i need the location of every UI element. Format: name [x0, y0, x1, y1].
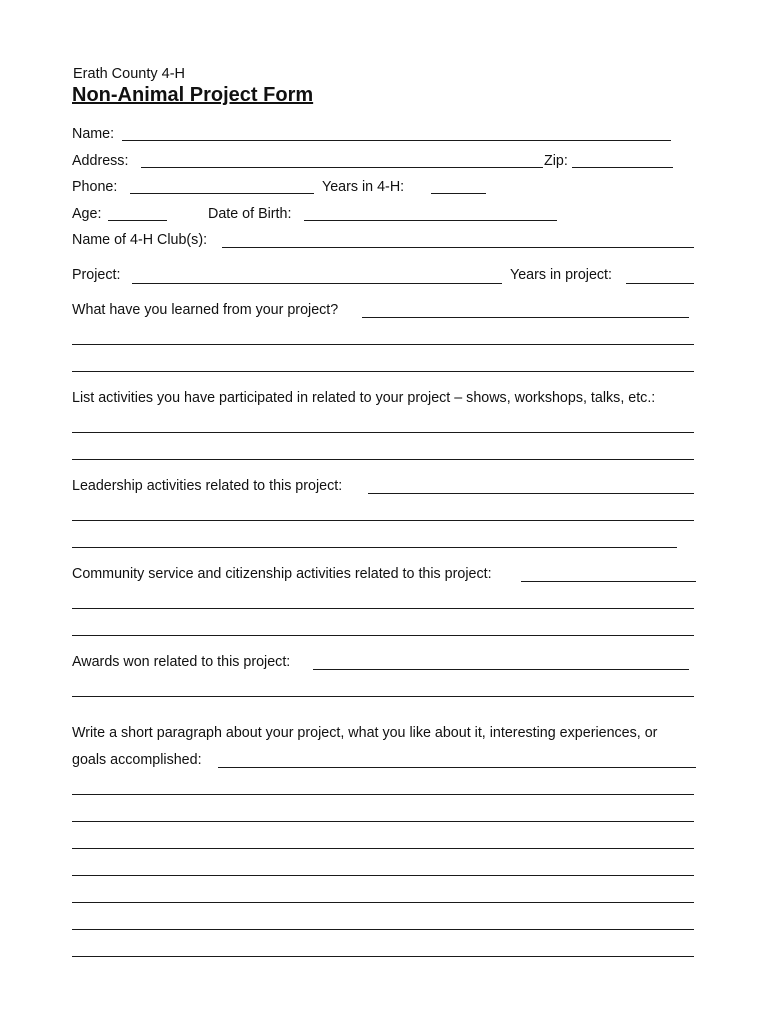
answer-line[interactable]: [72, 875, 694, 876]
answer-line[interactable]: [72, 929, 694, 930]
answer-line[interactable]: [72, 696, 694, 697]
answer-line[interactable]: [72, 821, 694, 822]
dob-label: Date of Birth:: [208, 206, 292, 222]
answer-line[interactable]: [72, 848, 694, 849]
awards-question: Awards won related to this project:: [72, 654, 291, 670]
years-in-project-line[interactable]: [626, 283, 694, 284]
answer-line[interactable]: [72, 902, 694, 903]
answer-line[interactable]: [72, 956, 694, 957]
project-line[interactable]: [132, 283, 502, 284]
answer-line[interactable]: [72, 344, 694, 345]
answer-line[interactable]: [72, 459, 694, 460]
dob-line[interactable]: [304, 220, 557, 221]
answer-line[interactable]: [362, 317, 689, 318]
address-line[interactable]: [141, 167, 543, 168]
answer-line[interactable]: [72, 371, 694, 372]
zip-line[interactable]: [572, 167, 673, 168]
answer-line[interactable]: [521, 581, 696, 582]
answer-line[interactable]: [72, 635, 694, 636]
name-line[interactable]: [122, 140, 671, 141]
address-label: Address:: [72, 153, 129, 169]
paragraph-question-cont: goals accomplished:: [72, 752, 202, 768]
years-in-project-label: Years in project:: [510, 267, 612, 283]
phone-label: Phone:: [72, 179, 118, 195]
community-question: Community service and citizenship activities related to this project:: [72, 566, 492, 582]
name-label: Name:: [72, 126, 115, 142]
organization-name: Erath County 4-H: [73, 66, 186, 82]
answer-line[interactable]: [72, 432, 694, 433]
years-in-4h-line[interactable]: [431, 193, 486, 194]
paragraph-question: Write a short paragraph about your project, what you like about it, interesting experiences, or: [72, 725, 658, 741]
learned-question: What have you learned from your project?: [72, 302, 339, 318]
answer-line[interactable]: [72, 794, 694, 795]
leadership-question: Leadership activities related to this project:: [72, 478, 343, 494]
answer-line[interactable]: [218, 767, 696, 768]
age-line[interactable]: [108, 220, 167, 221]
answer-line[interactable]: [72, 608, 694, 609]
age-label: Age:: [72, 206, 102, 222]
years-in-4h-label: Years in 4-H:: [322, 179, 405, 195]
zip-label: Zip:: [544, 153, 568, 169]
clubs-label: Name of 4-H Club(s):: [72, 232, 208, 248]
project-label: Project:: [72, 267, 121, 283]
form-title: Non-Animal Project Form: [72, 84, 314, 106]
phone-line[interactable]: [130, 193, 314, 194]
answer-line[interactable]: [368, 493, 694, 494]
activities-question: List activities you have participated in related to your project – shows, workshops, talks, etc.:: [72, 390, 656, 406]
answer-line[interactable]: [72, 547, 677, 548]
answer-line[interactable]: [313, 669, 689, 670]
clubs-line[interactable]: [222, 247, 694, 248]
answer-line[interactable]: [72, 520, 694, 521]
